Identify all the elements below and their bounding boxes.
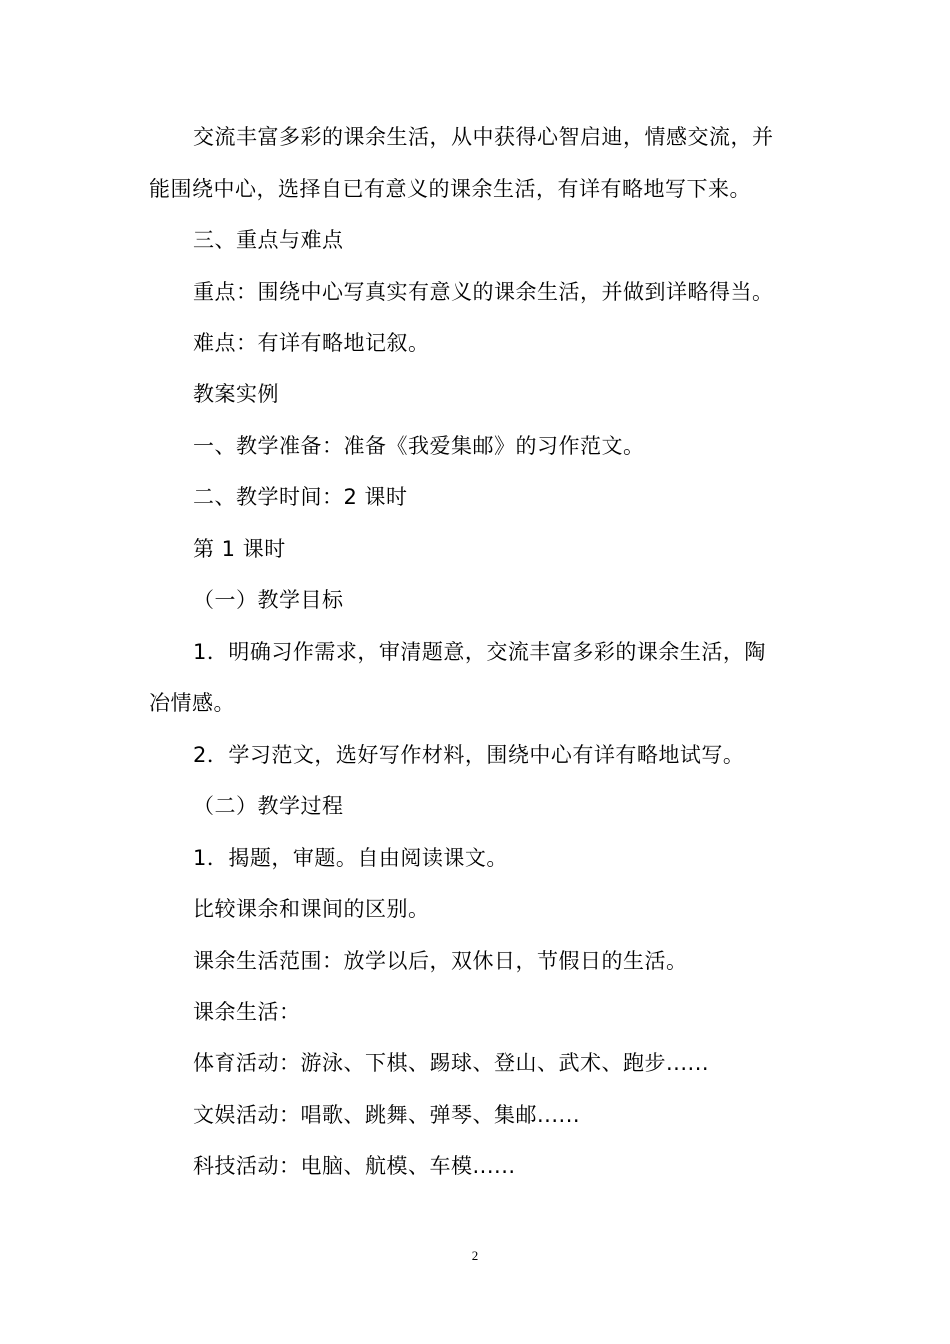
paragraph-line: 重点：围绕中心写真实有意义的课余生活，并做到详略得当。 xyxy=(193,280,774,304)
paragraph-line: 交流丰富多彩的课余生活，从中获得心智启迪，情感交流，并 xyxy=(193,125,774,149)
section-heading: 第 1 课时 xyxy=(193,537,286,561)
paragraph-line: 文娱活动：唱歌、跳舞、弹琴、集邮...... xyxy=(193,1103,581,1127)
page-number: 2 xyxy=(471,1248,479,1263)
paragraph-line: 课余生活范围：放学以后，双休日，节假日的生活。 xyxy=(193,949,688,973)
paragraph-line: 比较课余和课间的区别。 xyxy=(193,897,430,921)
paragraph-line: 一、教学准备：准备《我爱集邮》的习作范文。 xyxy=(193,434,645,458)
section-heading: （一）教学目标 xyxy=(193,588,344,612)
list-item: 2．学习范文，选好写作材料，围绕中心有详有略地试写。 xyxy=(193,743,745,767)
section-heading: 三、重点与难点 xyxy=(193,228,344,252)
paragraph-line: 能围绕中心，选择自已有意义的课余生活，有详有略地写下来。 xyxy=(149,177,751,201)
paragraph-line: 课余生活： xyxy=(193,1000,301,1024)
paragraph-line: 体育活动：游泳、下棋、踢球、登山、武术、跑步...... xyxy=(193,1051,710,1075)
list-item: 1．揭题，审题。自由阅读课文。 xyxy=(193,846,508,870)
list-item: 1．明确习作需求，审清题意，交流丰富多彩的课余生活，陶 xyxy=(193,640,766,664)
list-item-continuation: 冶情感。 xyxy=(149,691,235,715)
paragraph-line: 难点：有详有略地记叙。 xyxy=(193,331,430,355)
paragraph-line: 二、教学时间：2 课时 xyxy=(193,485,408,509)
section-heading: 教案实例 xyxy=(193,382,279,406)
paragraph-line: 科技活动：电脑、航模、车模...... xyxy=(193,1154,516,1178)
section-heading: （二）教学过程 xyxy=(193,794,344,818)
